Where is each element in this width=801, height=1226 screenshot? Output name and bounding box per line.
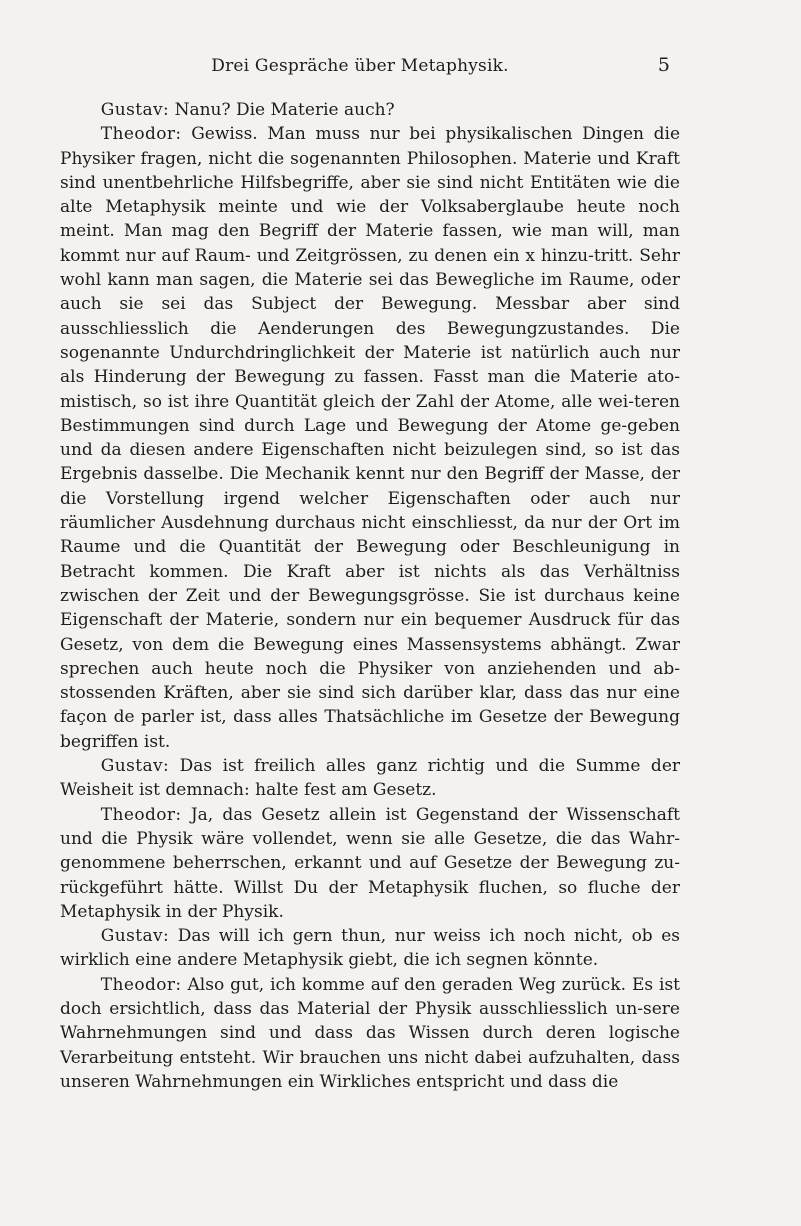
body-text <box>60 98 680 1094</box>
speaker-name: Theodor: <box>100 974 182 995</box>
running-title: Drei Gespräche über Metaphysik. <box>211 56 509 76</box>
paragraph-text: Ja, das Gesetz allein ist Gegenstand der Wissenschaft und die Physik wäre vollendet, wenn sie alle Gesetze, die das Wahr-genommene beherrschen, erkannt und auf Gesetze der Bewegung zu-rückgeführt hätte. Willst Du der Metaphysik fluchen, so fluche der Metaphysik in der Physik. <box>60 804 681 922</box>
speaker-name: Gustav: <box>100 756 170 777</box>
speaker-name: Gustav: <box>100 926 170 947</box>
paragraph <box>60 122 680 754</box>
speaker-name: Theodor: <box>100 124 182 145</box>
paragraph <box>60 98 680 122</box>
paragraph <box>60 924 680 973</box>
paragraph <box>60 803 680 924</box>
paragraph-text: Das will ich gern thun, nur weiss ich noch nicht, ob es wirklich eine andere Metaphysik giebt, die ich segnen könnte. <box>60 926 681 971</box>
speaker-name: Theodor: <box>100 804 182 825</box>
running-header <box>60 52 670 82</box>
page-number: 5 <box>657 54 670 76</box>
paragraph-text: Nanu? Die Materie auch? <box>174 100 395 120</box>
paragraph-text: Das ist freilich alles ganz richtig und die Summe der Weisheit ist demnach: halte fest am Gesetz. <box>60 756 681 801</box>
paragraph <box>60 973 680 1094</box>
paragraph <box>60 754 680 803</box>
paragraph-text: Gewiss. Man muss nur bei physikalischen Dingen die Physiker fragen, nicht die sogenannten Philosophen. Materie und Kraft sind unentbehrliche Hilfsbegriffe, aber sie sind nicht Entitäten wie die alte Metaphysik meinte und wie der Volksaberglaube heute noch meint. Man mag den Begriff der Materie fassen, wie man will, man kommt nur auf Raum- und Zeitgrössen, zu denen ein x hinzu-tritt. Sehr wohl kann man sagen, die Materie sei das Bewegliche im Raume, oder auch sie sei das Subject der Bewegung. Messbar aber sind ausschliesslich die Aenderungen des Bewegungzustandes. Die sogenannte Undurchdringlichkeit der Materie ist natürlich auch nur als Hinderung der Bewegung zu fassen. Fasst man die Materie ato-mistisch, so ist ihre Quantität gleich der Zahl der Atome, alle wei-teren Bestimmungen sind durch Lage und Bewegung der Atome ge-geben und da diesen andere Eigenschaften nicht beizulegen sind, so ist das Ergebnis dasselbe. Die Mechanik kennt nur den Begriff der Masse, der die Vorstellung irgend welcher Eigenschaften oder auch nur räumlicher Ausdehnung durchaus nicht einschliesst, da nur der Ort im Raume und die Quantität der Bewegung oder Beschleunigung in Betracht kommen. Die Kraft aber ist nichts als das Verhältniss zwischen der Zeit und der Bewegungsgrösse. Sie ist durchaus keine Eigenschaft der Materie, sondern nur ein bequemer Ausdruck für das Gesetz, von dem die Bewegung eines Massensystems abhängt. Zwar sprechen auch heute noch die Physiker von anziehenden und ab-stossenden Kräften, aber sie sind sich darüber klar, dass das nur eine façon de parler ist, dass alles Thatsächliche im Gesetze der Bewegung begriffen ist. <box>60 124 681 752</box>
speaker-name: Gustav: <box>100 100 170 120</box>
paragraph-text: Also gut, ich komme auf den geraden Weg zurück. Es ist doch ersichtlich, dass das Material der Physik ausschliesslich un-sere Wahrnehmungen sind und dass das Wissen durch deren logische Verarbeitung entsteht. Wir brauchen uns nicht dabei aufzuhalten, dass unseren Wahrnehmungen ein Wirkliches entspricht und dass die <box>60 974 681 1092</box>
